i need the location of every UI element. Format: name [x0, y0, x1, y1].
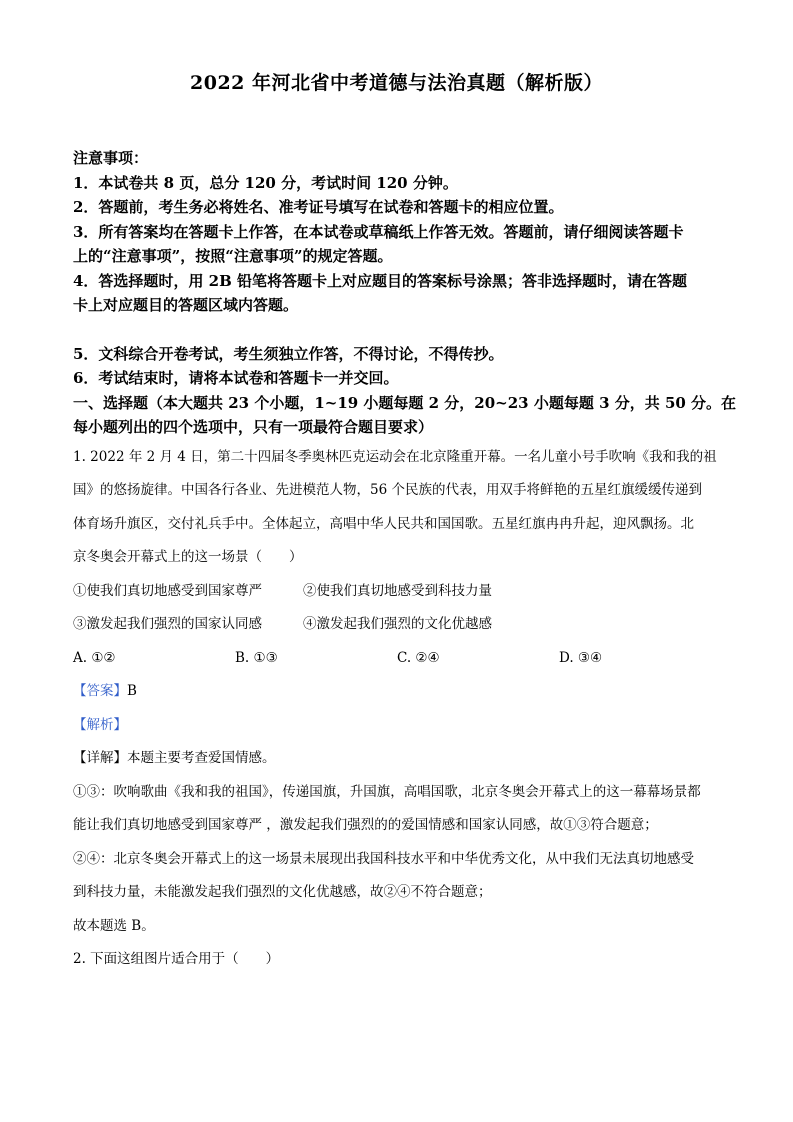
explanation-line: 能让我们真切地感受到国家尊严 ，激发起我们强烈的的爱国情感和国家认同感，故①③符合题意；: [73, 817, 658, 833]
question-stem-line: 京冬奥会开幕式上的这一场景（ ）: [73, 549, 303, 565]
option-c: C. ②④: [397, 649, 440, 666]
notice-line: 4．答选择题时，用 2B 铅笔将答题卡上对应题目的答案标号涂黑；答非选择题时，请在答题: [73, 271, 688, 290]
notice-line: 6．考试结束时，请将本试卷和答题卡一并交回。: [73, 369, 399, 387]
question-stem-line: 2. 下面这组图片适合用于（ ）: [73, 951, 280, 967]
explanation-line: ②④：北京冬奥会开幕式上的这一场景未展现出我国科技水平和中华优秀文化，从中我们无法真切地感受: [73, 850, 694, 867]
question-stem-line: 1. 2022 年 2 月 4 日，第二十四届冬季奥林匹克运动会在北京隆重开幕。一名儿童小号手吹响《我和我的祖: [73, 448, 717, 465]
page-title: 2022 年河北省中考道德与法治真题（解析版）: [190, 72, 603, 94]
statement-3: ③激发起我们强烈的国家认同感: [73, 616, 262, 632]
statement-row: [73, 608, 723, 642]
answer-options: [73, 642, 723, 676]
section-heading: [73, 391, 737, 440]
notice-line: 2．答题前，考生务必将姓名、准考证号填写在试卷和答题卡的相应位置。: [73, 198, 564, 216]
question-stem-line: 国》的悠扬旋律。中国各行各业、先进模范人物，56 个民族的代表，用双手将鲜艳的五星红旗缓缓传递到: [73, 482, 702, 498]
question-2: [73, 943, 723, 977]
section-heading-line: 一、选择题（本大题共 23 个小题，1~19 小题每题 2 分，20~23 小题每题 3 分，共 50 分。在: [73, 393, 737, 412]
notice-line: 3．所有答案均在答题卡上作答，在本试卷或草稿纸上作答无效。答题前，请仔细阅读答题卡: [73, 222, 684, 241]
notice-line: 卡上对应题目的答题区域内答题。: [73, 296, 299, 314]
option-a: A. ①②: [73, 649, 116, 666]
notice-line: 1．本试卷共 8 页，总分 120 分，考试时间 120 分钟。: [73, 173, 458, 192]
statement-4: ④激发起我们强烈的文化优越感: [303, 616, 492, 632]
answer-line: [73, 675, 723, 709]
answer-value: B: [127, 683, 137, 699]
notice-heading: 注意事项：: [73, 149, 149, 167]
document-body: [73, 146, 737, 977]
detail-text: 本题主要考查爱国情感。: [127, 750, 276, 766]
detail-line: [73, 742, 723, 776]
explanation-line: ①③：吹响歌曲《我和我的祖国》，传递国旗，升国旗，高唱国歌，北京冬奥会开幕式上的这一幕幕场景都: [73, 783, 701, 800]
notice-line: 5．文科综合开卷考试，考生须独立作答，不得讨论，不得传抄。: [73, 344, 504, 363]
statement-1: ①使我们真切地感受到国家尊严: [73, 582, 262, 599]
section-heading-line: 每小题列出的四个选项中，只有一项最符合题目要求）: [73, 418, 434, 436]
analysis-tag: 【解析】: [73, 716, 127, 733]
statement-2: ②使我们真切地感受到科技力量: [303, 582, 492, 599]
option-d: D. ③④: [559, 649, 603, 666]
statement-row: [73, 575, 723, 609]
explanation-line: 故本题选 B。: [73, 917, 155, 934]
notice-line: 上的“注意事项”，按照“注意事项”的规定答题。: [73, 247, 393, 265]
option-b: B. ①③: [235, 649, 278, 666]
answer-tag: 【答案】: [73, 683, 127, 699]
explanation-line: 到科技力量，未能激发起我们强烈的文化优越感，故②④不符合题意；: [73, 884, 492, 900]
question-stem-line: 体育场升旗区，交付礼兵手中。全体起立，高唱中华人民共和国国歌。五星红旗冉冉升起，迎风飘扬。北: [73, 515, 694, 532]
detail-tag: 【详解】: [73, 750, 127, 766]
notice-section: [73, 146, 723, 391]
question-1: [73, 441, 723, 944]
